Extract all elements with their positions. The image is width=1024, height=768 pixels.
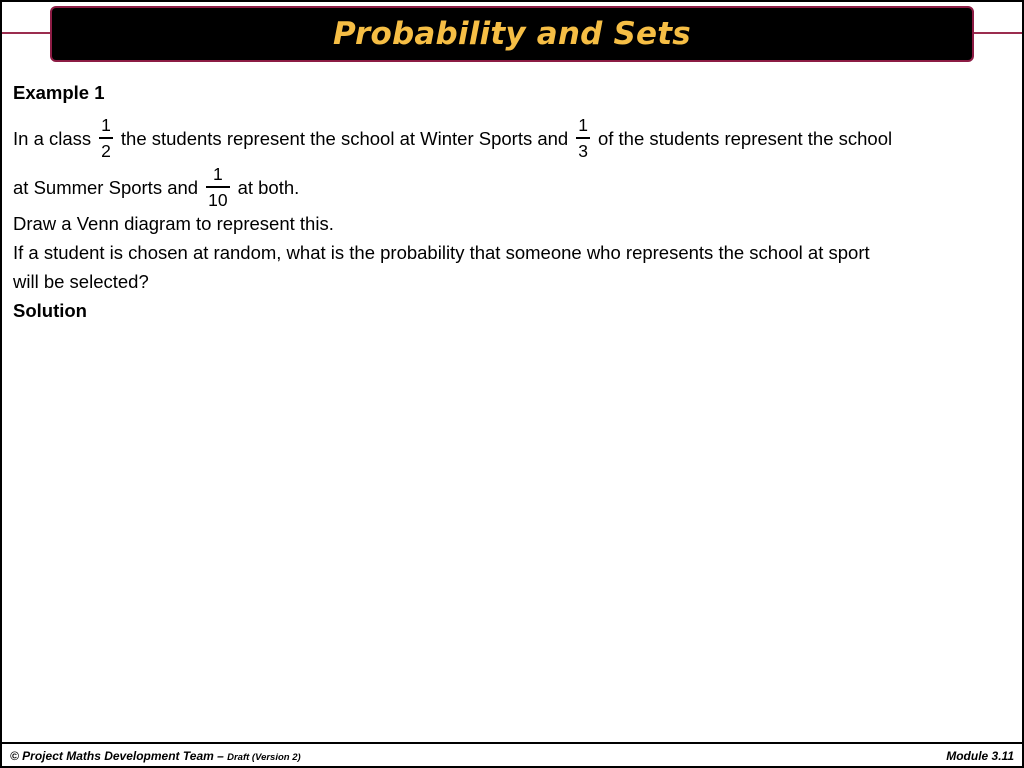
footer-module-number: Module 3.11 bbox=[946, 749, 1014, 763]
problem-line-1-text-b: the students represent the school at Winter Sports and bbox=[120, 127, 569, 149]
footer-draft-version: Draft (Version 2) bbox=[227, 752, 301, 763]
footer bbox=[10, 747, 1014, 765]
problem-line-5: will be selected? bbox=[13, 271, 149, 292]
accent-line-left bbox=[2, 32, 54, 34]
footer-credit-main: © Project Maths Development Team – bbox=[10, 749, 228, 763]
problem-line-3: Draw a Venn diagram to represent this. bbox=[13, 213, 334, 234]
problem-line-1-text-a: In a class bbox=[13, 127, 92, 149]
fraction-denominator: 10 bbox=[208, 189, 228, 210]
fraction-denominator: 2 bbox=[101, 140, 111, 161]
fraction-numerator: 1 bbox=[212, 164, 223, 185]
fraction-bar bbox=[99, 137, 113, 138]
problem-line-2-text-a: at Summer Sports and bbox=[13, 176, 199, 198]
slide-content bbox=[13, 78, 1003, 325]
fraction-numerator: 1 bbox=[578, 115, 588, 136]
fraction-one-half bbox=[99, 115, 113, 160]
footer-credit bbox=[10, 749, 301, 763]
title-bar bbox=[50, 6, 974, 62]
fraction-one-tenth bbox=[206, 164, 229, 209]
example-heading: Example 1 bbox=[13, 82, 105, 103]
solution-heading: Solution bbox=[13, 300, 87, 321]
accent-line-right bbox=[970, 32, 1022, 34]
page-title: Probability and Sets bbox=[333, 16, 691, 52]
problem-line-1 bbox=[13, 111, 1003, 165]
problem-line-2-text-b: at both. bbox=[237, 176, 300, 198]
problem-line-1-text-c: of the students represent the school bbox=[597, 127, 893, 149]
footer-divider bbox=[2, 742, 1022, 744]
fraction-one-third bbox=[576, 115, 590, 160]
problem-line-4: If a student is chosen at random, what is the probability that someone who represents the school at sport bbox=[13, 242, 870, 263]
fraction-denominator: 3 bbox=[578, 140, 588, 161]
fraction-bar bbox=[206, 186, 229, 187]
problem-line-2 bbox=[13, 165, 1003, 209]
fraction-numerator: 1 bbox=[101, 115, 111, 136]
fraction-bar bbox=[576, 137, 590, 138]
